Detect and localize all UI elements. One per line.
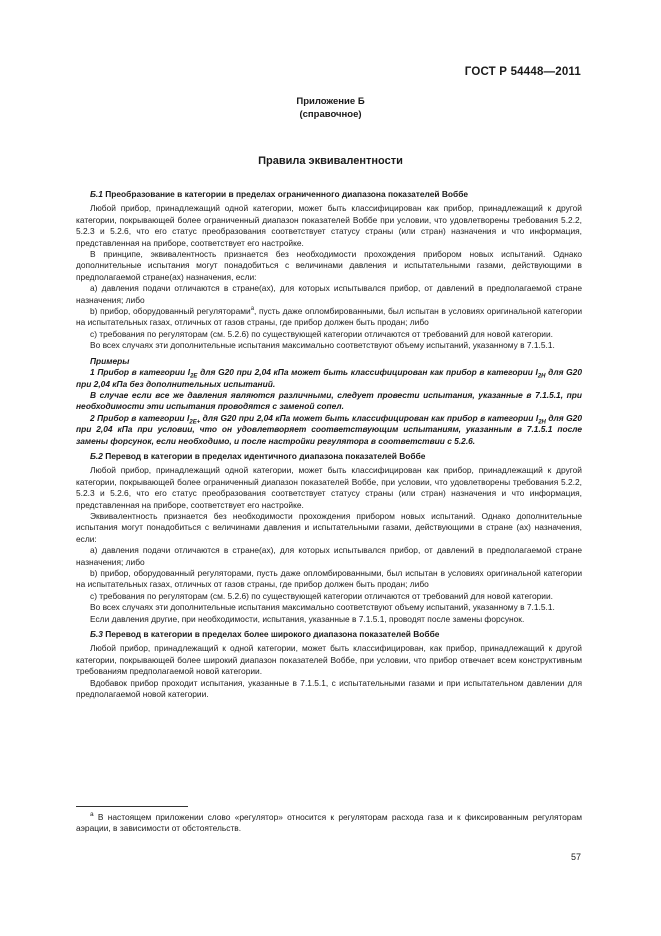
footnote-text: В настоящем приложении слово «регулятор» относится к регуляторам расхода газа и к фиксированным регуляторам аэрации, в зависимости от обстоятельств. — [76, 812, 582, 834]
standard-header: ГОСТ Р 54448—2011 — [464, 66, 581, 78]
paragraph: Эквивалентность признается без необходимости прохождения прибором новых испытаний. Однако дополнительные испытания могут понадобиться с величинами давления и испытательными газами, действующими в стране (ах) назначения, если: — [76, 510, 582, 544]
footnote-divider — [76, 806, 188, 807]
paragraph: Во всех случаях эти дополнительные испытания максимально соответствуют объему испытаний, указанному в 7.1.5.1. — [90, 340, 555, 351]
document-body — [76, 185, 582, 700]
list-item: а) давления подачи отличаются в стране(ах), для которых испытывался прибор, от давлений в предполагаемой стране назначения; либо — [76, 545, 582, 567]
footnote-ref: a — [250, 306, 255, 313]
section-number: Б.3 — [90, 629, 103, 640]
example-1-note: В случае если все же давления являются различными, следует провести испытания, указанные в 7.1.5.1, при необходимости эти испытания проводятся с заменой сопел. — [76, 389, 582, 412]
page-title: Правила эквивалентности — [258, 155, 403, 167]
section-heading — [76, 189, 582, 200]
section-title: Преобразование в категории в пределах ограниченного диапазона показателей Воббе — [105, 189, 469, 199]
list-item: а) давления подачи отличаются в стране(ах), для которых испытывался прибор, от давлений в предполагаемой стране назначения; либо — [76, 283, 582, 305]
appendix-type: (справочное) — [299, 109, 362, 120]
example-2: 2 Прибор в категории $I_{2E+}$ для G20 при 2,04 кПа может быть классифицирован как прибор в категории $I_{2H}$ для G20 при 2,04 кПа при условии, что он удовлетворяет соответствующим испытаниям, указанным в 7.1.5.1 после замены форсунок, если необходимо, и после настройки регулятора в соответствии с 5.2.6. — [76, 412, 582, 446]
paragraph: Вдобавок прибор проходит испытания, указанные в 7.1.5.1, с испытательными газами и при испытательном давлении для предполагаемой новой категории. — [76, 677, 582, 700]
list-item: с) требования по регуляторам (см. 5.2.6) по существующей категории отличаются от требований для новой категории. — [90, 328, 553, 339]
appendix-label: Приложение Б — [296, 96, 365, 107]
section-heading — [76, 629, 582, 640]
list-item: b) прибор, оборудованный регуляторами$^a$, пусть даже опломбированными, был испытан в условиях оригинальной категории на испытательных газах, отличных от газов страны, где прибор должен быть продан; либо — [76, 306, 582, 328]
section-number: Б.1 — [90, 189, 103, 199]
section-title: Перевод в категории в пределах идентичного диапазона показателей Воббе — [105, 450, 426, 461]
example-1: 1 Прибор в категории $I_{2E}$ для G20 при 2,04 кПа может быть классифицирован как прибор в категории $I_{2H}$ для G20 при 2,04 кПа без дополнительных испытаний. — [76, 367, 582, 389]
paragraph: В принципе, эквивалентность признается без необходимости прохождения прибором новых испытаний. Однако дополнительные испытания могут понадобиться с величинами давления и испытательными газами, действующими в предполагаемой стране(ах) назначения, если: — [76, 249, 582, 282]
paragraph: Любой прибор, принадлежащий одной категории, может быть классифицирован как прибор, принадлежащий к другой категории, покрывающей более ограниченный диапазон показателей Воббе при условии, что удовлетворены требования 5.2.2, 5.2.3 и 5.2.6, что его статус преобразования соответствует статусу страны (или стран) назначения и что информация, представленная на приборе, соответствует его настройке. — [76, 203, 582, 248]
page-number: 57 — [570, 852, 581, 862]
paragraph: Если давления другие, при необходимости, испытания, указанные в 7.1.5.1, проводят после замены форсунок. — [90, 613, 525, 624]
footnote — [76, 812, 582, 835]
list-item: с) требования по регуляторам (см. 5.2.6) по существующей категории отличаются от требований для новой категории. — [90, 590, 553, 601]
paragraph: Любой прибор, принадлежащий к одной категории, может быть классифицирован, как прибор, принадлежащий к другой категории, покрывающей более широкий диапазон показателей Воббе, при условии, что прибор отвечает всем конструктивным требованиям предполагаемой новой категории. — [76, 643, 582, 677]
paragraph: Во всех случаях эти дополнительные испытания максимально соответствуют объему испытаний, указанному в 7.1.5.1. — [90, 602, 555, 613]
section-title: Перевод в категории в пределах более широкого диапазона показателей Воббе — [105, 629, 440, 640]
footnote-mark: a — [90, 811, 94, 819]
paragraph: Любой прибор, принадлежащий одной категории, может быть классифицирован как прибор, принадлежащий к другой категории, покрывающей более ограниченный диапазон показателей Воббе, при условии, что удовлетворены требования 5.2.2, 5.2.3 и 5.2.6, что его статус преобразования соответствует статусу страны (или стран) назначения и что информация, представленная на приборе, соответствует его настройке. — [76, 465, 582, 510]
section-number: Б.2 — [90, 450, 103, 461]
examples-heading: Примеры — [90, 355, 130, 366]
list-item: b) прибор, оборудованный регуляторами, пусть даже опломбированными, был испытан в условиях оригинальной категории на испытательных газах, отличных от газов страны, где прибор должен быть продан; либо — [76, 568, 582, 590]
section-heading — [76, 451, 582, 462]
